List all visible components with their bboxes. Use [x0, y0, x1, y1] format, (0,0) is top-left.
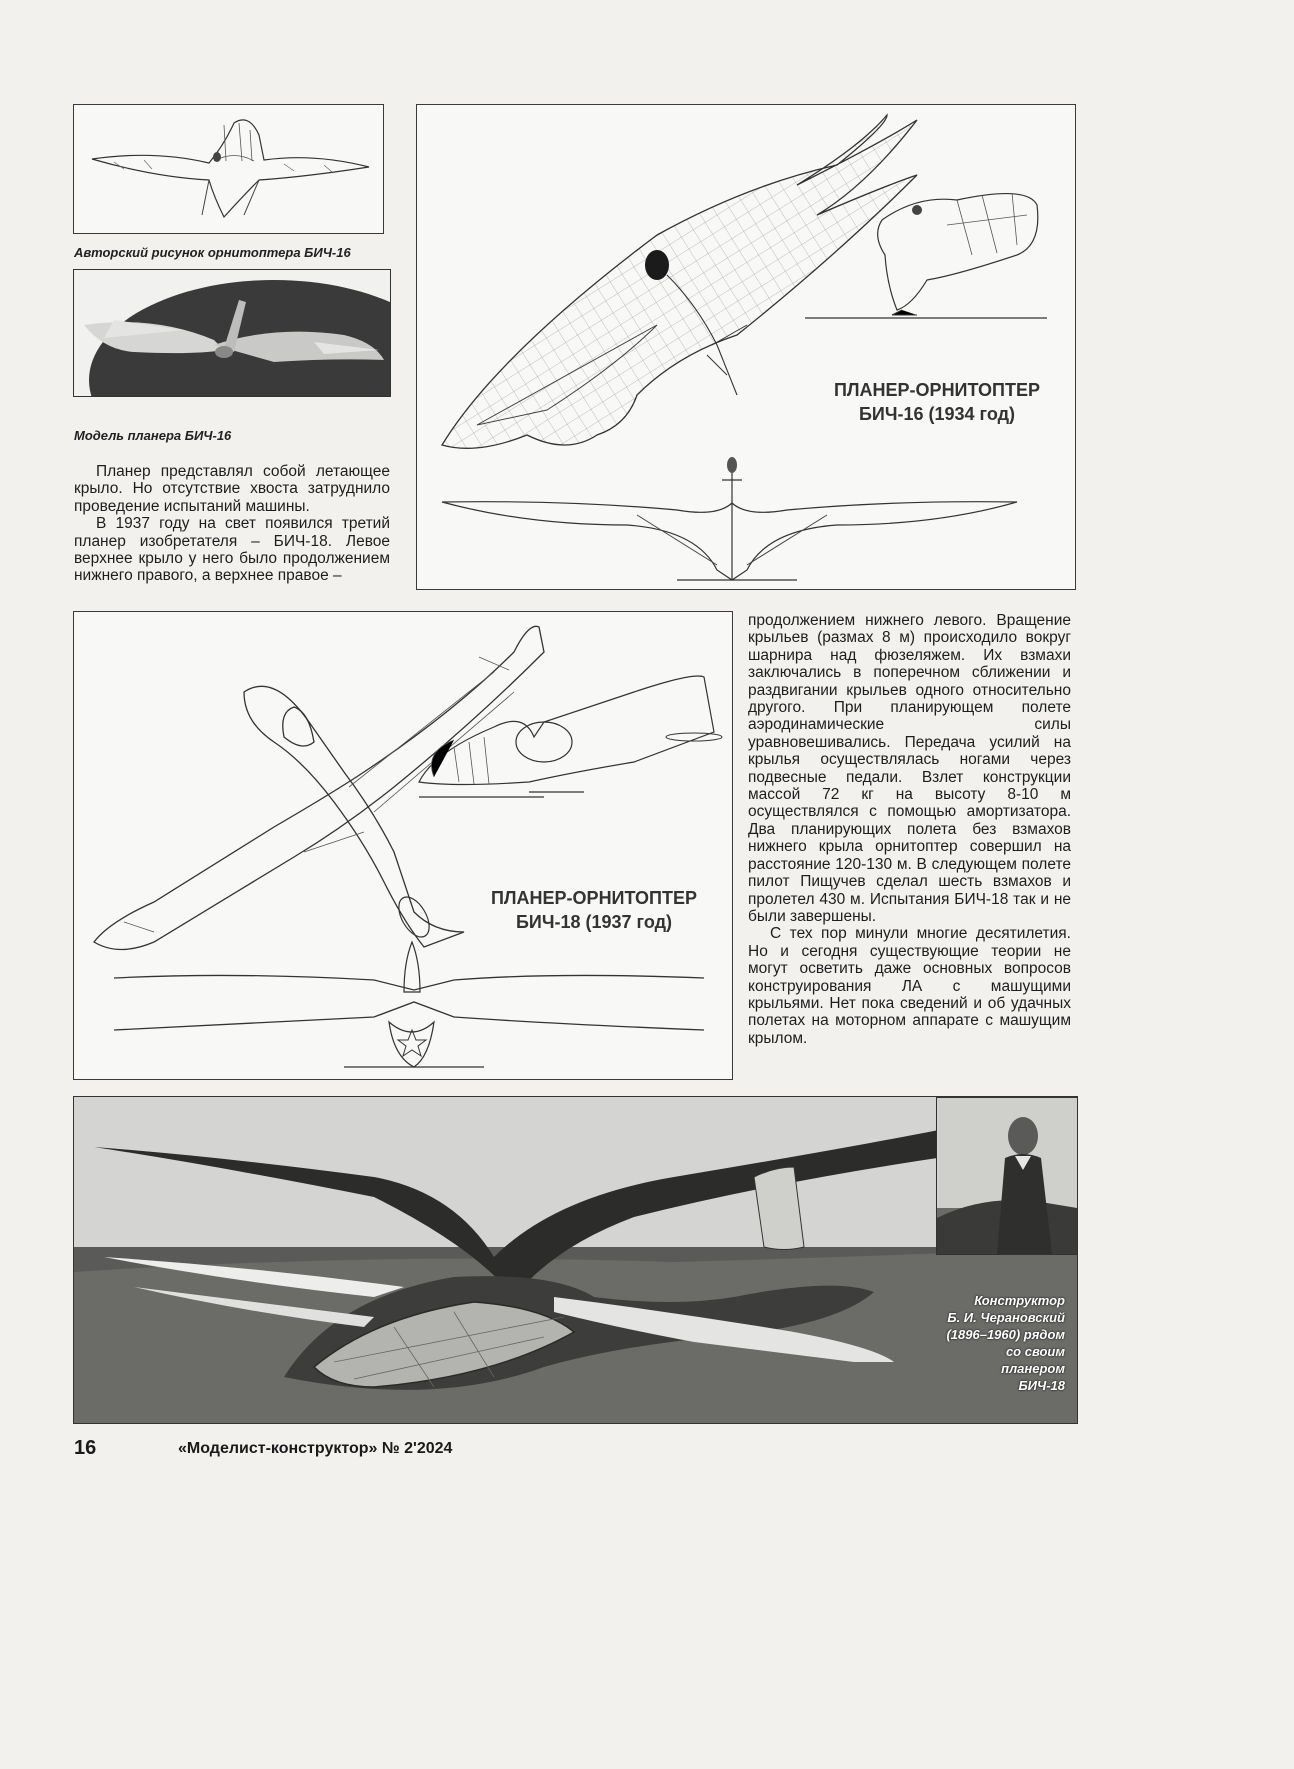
paragraph: продолжением нижнего левого. Вращение крыльев (размах 8 м) происходило вокруг шарнира над фюзеляжем. Их взмахи заключались в поперечном сближении и раздвигании крыльев одного относительно другого. При планирующем полете аэродинамические силы уравновешивались. Передача усилий на крылья осуществлялась ногами через подвесные педали. Взлет конструкции массой 72 кг на высоту 8-10 м осуществлялся с помощью амортизатора. Два планирующих полета без взмахов нижнего крыла орнитоптер совершил на расстояние 120-130 м. В следующем полете пилот Пищучев сделал шесть взмахов и пролетел 430 м. Испытания БИЧ-18 так и не были завершены.	[748, 612, 1071, 925]
bich18-title	[484, 886, 704, 934]
bich18-photo	[73, 1096, 1078, 1424]
caption-line: БИЧ-18	[1018, 1378, 1065, 1393]
ornithopter-sketch	[74, 105, 383, 233]
portrait-inset	[936, 1097, 1078, 1255]
caption-line: со своим	[1005, 1344, 1065, 1359]
caption-line: Б. И. Черановский	[947, 1310, 1065, 1325]
paragraph: Планер представлял собой летающее крыло. Но отсутствие хвоста затруднило проведение испытаний машины.	[74, 463, 390, 515]
bich16-schematic	[417, 105, 1075, 589]
model-photo-caption: Модель планера БИЧ-16	[74, 428, 232, 443]
bich18-drawing-figure	[73, 611, 733, 1080]
caption-line: Конструктор	[974, 1293, 1065, 1308]
left-text-column	[74, 463, 390, 585]
model-photo	[73, 269, 391, 397]
paragraph: С тех пор минули многие десятилетия. Но и сегодня существующие теории не могут осветить даже основных вопросов конструирования ЛА с машущими крыльями. Нет пока сведений и об удачных полетах на моторном аппарате с машущим крылом.	[748, 925, 1071, 1047]
paragraph: В 1937 году на свет появился третий планер изобретателя – БИЧ-18. Левое верхнее крыло у него было продолжением нижнего правого, а верхнее правое –	[74, 515, 390, 585]
bich16-title	[827, 378, 1047, 426]
caption-line: (1896–1960) рядом	[946, 1327, 1065, 1342]
right-text-column	[748, 612, 1071, 1047]
caption-line: планером	[1001, 1361, 1065, 1376]
glider-photo-image	[74, 1097, 1077, 1423]
bich16-title-line1: ПЛАНЕР-ОРНИТОПТЕР	[833, 380, 1040, 400]
bich18-schematic	[74, 612, 732, 1079]
author-drawing-figure	[73, 104, 384, 234]
page-number: 16	[74, 1437, 97, 1459]
bich16-title-line2: БИЧ-16 (1934 год)	[858, 404, 1015, 424]
designer-portrait-image	[937, 1098, 1077, 1254]
author-drawing-caption: Авторский рисунок орнитоптера БИЧ-16	[74, 245, 351, 260]
model-glider-image	[74, 270, 390, 396]
magazine-title: «Моделист-конструктор» № 2'2024	[178, 1440, 453, 1457]
bich16-drawing-figure	[416, 104, 1076, 590]
bich18-title-line1: ПЛАНЕР-ОРНИТОПТЕР	[490, 888, 697, 908]
bich18-title-line2: БИЧ-18 (1937 год)	[515, 912, 672, 932]
photo-caption	[946, 1292, 1065, 1394]
